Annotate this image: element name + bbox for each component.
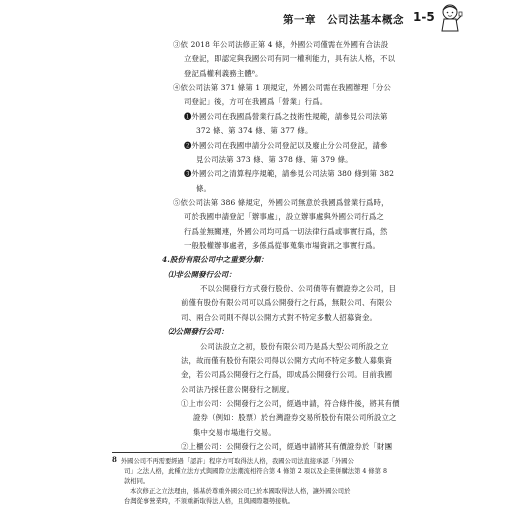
footnote-line: 8 外國公司不再需要經過「認許」程序方可取得法人格，我國公司法直接承認「外國公	[112, 455, 354, 465]
subsection-heading: ⑴非公開發行公司：	[168, 269, 236, 279]
text-line: 司登記」後，方可在我國爲「營業」行爲。	[184, 97, 328, 107]
subsection-heading: ⑵公開發行公司：	[168, 327, 229, 337]
text-line: 見公司法第 373 條、第 378 條、第 379 條。	[196, 154, 353, 164]
text-line: 一般股權辦事處者，多係爲從事蒐集市場資訊之事實行爲。	[184, 241, 381, 250]
text-line: 司、兩合公司則不得以公開方式對不特定多數人招募資金。	[181, 312, 378, 322]
text-line: ④依公司法第 371 條第 1 項規定，外國公司需在我國辦理「分公	[173, 83, 391, 93]
footnote-line: 司」之法人格，此種立法方式與國際立法潮流相符合第 4 條第 2 項以及企業併購法第 4 條第 8	[124, 468, 388, 475]
text-line: ②上櫃公司：公開發行之公司，經過申請將其有價證券於「財團	[181, 442, 393, 451]
text-line: ❸外國公司之清算程序規範，請參見公司法第 380 條到第 382	[184, 169, 395, 179]
mascot-icon	[437, 2, 463, 32]
footnote-divider	[112, 452, 232, 453]
text-line: ③依 2018 年公司法修正第 4 條，外國公司僅需在外國有合法設	[173, 40, 389, 49]
text-line: 可於我國申請登記「辦事處」，設立辦事處與外國公司行爲之	[184, 212, 384, 222]
footnote-line: 台灣從事營業時，不須重新取得法人格，且與國際趨勢接軌。	[124, 498, 295, 505]
text-line: 登記爲權利義務主體⁸。	[184, 68, 263, 78]
text-line: 公司法乃採任意公開發行之制度。	[181, 384, 295, 394]
footnote-line: 本次修正之立法理由，係基於尊重外國公司已於本國取得法人格，讓外國公司於	[130, 488, 351, 495]
text-line: 條。	[196, 183, 212, 193]
text-line: ❶外國公司在我國爲營業行爲之技術性規範，請參見公司法第	[184, 111, 388, 121]
text-line: 372 條、第 374 條、第 377 條。	[196, 126, 313, 136]
page-header	[283, 7, 433, 31]
chapter-title: 第一章 公司法基本概念	[283, 14, 404, 26]
footnote	[112, 456, 387, 507]
text-line: 前僅有股份有限公司可以爲公開發行之行爲，無限公司、有限公	[181, 298, 393, 308]
text-line: 不以公開發行方式發行股份、公司債等有價證券之公司，目	[200, 284, 397, 294]
text-line: 法，故而僅有股份有限公司得以公開方式向不特定多數人募集資	[181, 355, 393, 365]
page-number: 1-5	[413, 10, 435, 24]
text-line: ⑤依公司法第 386 條規定，外國公司無意於我國爲營業行爲時，	[173, 197, 389, 207]
text-line: 證券（例如：股票）於台灣證券交易所股份有限公司所設立之	[193, 413, 397, 423]
text-line: 行爲並無關連，外國公司均可爲一切法律行爲或事實行爲，然	[184, 226, 388, 236]
footnote-mark: 8	[112, 455, 117, 464]
text-line: ①上市公司：公開發行之公司，經過申請，符合條件後，將其有價	[181, 398, 400, 408]
text-line: ❷外國公司在我國申請分公司登記以及廢止分公司登記，請參	[184, 140, 388, 150]
text-line: 立登記，即認定與我國公司有同一權利能力，具有法人格，不以	[184, 54, 396, 64]
text-line: 金，若公司爲公開發行之行爲，即成爲公開發行公司。目前我國	[181, 370, 393, 380]
text-line: 公司法設立之初，股份有限公司乃是爲大型公司所設之立	[200, 341, 389, 351]
footnote-line: 款相同。	[124, 478, 150, 485]
section-heading: 4.股份有限公司中之重要分類：	[162, 255, 269, 265]
text-line: 集中交易市場進行交易。	[193, 427, 276, 437]
